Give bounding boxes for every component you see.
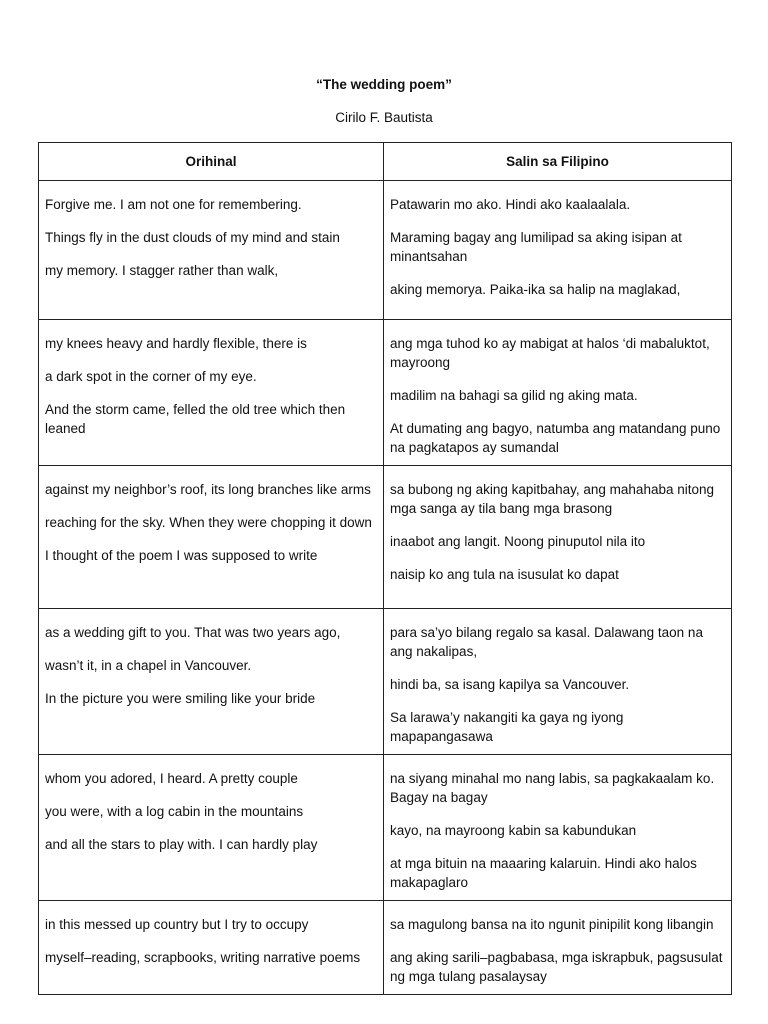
original-line: myself–reading, scrapbooks, writing narrative poems — [45, 950, 361, 965]
filipino-line: ang mga tuhod ko ay mabigat at halos ‘di mabaluktot, mayroong — [390, 336, 710, 370]
original-line: in this messed up country but I try to occupy — [45, 917, 309, 932]
column-header-original: Orihinal — [39, 143, 384, 181]
original-line: my knees heavy and hardly flexible, there is — [45, 336, 307, 351]
poem-author: Cirilo F. Bautista — [335, 110, 433, 125]
table-row — [39, 609, 732, 755]
table-row — [39, 181, 732, 320]
filipino-line: inaabot ang langit. Noong pinuputol nila ito — [390, 534, 646, 549]
original-line: Forgive me. I am not one for remembering. — [45, 197, 302, 212]
original-cell — [39, 181, 384, 320]
table-row — [39, 901, 732, 995]
original-line: you were, with a log cabin in the mountains — [45, 804, 304, 819]
original-line: whom you adored, I heard. A pretty couple — [45, 771, 298, 786]
filipino-line: kayo, na mayroong kabin sa kabundukan — [390, 823, 637, 838]
original-cell — [39, 755, 384, 901]
original-cell — [39, 320, 384, 466]
table-header-row — [39, 143, 732, 181]
original-line: against my neighbor’s roof, its long branches like arms — [45, 482, 371, 497]
filipino-cell — [384, 320, 732, 466]
filipino-line: sa bubong ng aking kapitbahay, ang mahahaba nitong mga sanga ay tila bang mga brasong — [390, 482, 715, 516]
filipino-line: naisip ko ang tula na isusulat ko dapat — [390, 567, 619, 582]
original-line: and all the stars to play with. I can hardly play — [45, 837, 318, 852]
filipino-line: Maraming bagay ang lumilipad sa aking isipan at minantsahan — [390, 230, 682, 264]
table-row — [39, 320, 732, 466]
filipino-line: na siyang minahal mo nang labis, sa pagkakaalam ko. Bagay na bagay — [390, 771, 715, 805]
original-line: In the picture you were smiling like your bride — [45, 691, 316, 706]
filipino-cell — [384, 466, 732, 609]
filipino-line: At dumating ang bagyo, natumba ang matandang puno na pagkatapos ay sumandal — [390, 421, 721, 455]
filipino-line: aking memorya. Paika-ika sa halip na maglakad, — [390, 282, 681, 297]
original-cell — [39, 609, 384, 755]
filipino-line: at mga bituin na maaaring kalaruin. Hindi ako halos makapaglaro — [390, 856, 697, 890]
filipino-line: Patawarin mo ako. Hindi ako kaalaalala. — [390, 197, 631, 212]
filipino-line: sa magulong bansa na ito ngunit pinipilit kong libangin — [390, 917, 714, 932]
original-line: a dark spot in the corner of my eye. — [45, 369, 257, 384]
original-cell — [39, 466, 384, 609]
filipino-cell — [384, 609, 732, 755]
original-line: wasn’t it, in a chapel in Vancouver. — [45, 658, 252, 673]
filipino-cell — [384, 755, 732, 901]
filipino-line: Sa larawa’y nakangiti ka gaya ng iyong mapapangasawa — [390, 710, 624, 744]
original-cell — [39, 901, 384, 995]
column-header-filipino: Salin sa Filipino — [384, 143, 732, 181]
filipino-line: para sa’yo bilang regalo sa kasal. Dalawang taon na ang nakalipas, — [390, 625, 703, 659]
original-line: my memory. I stagger rather than walk, — [45, 263, 279, 278]
filipino-cell — [384, 901, 732, 995]
original-line: as a wedding gift to you. That was two years ago, — [45, 625, 341, 640]
filipino-line: madilim na bahagi sa gilid ng aking mata. — [390, 388, 638, 403]
original-line: I thought of the poem I was supposed to write — [45, 548, 318, 563]
filipino-cell — [384, 181, 732, 320]
translation-table — [38, 142, 732, 995]
original-line: Things fly in the dust clouds of my mind and stain — [45, 230, 340, 245]
table-row — [39, 755, 732, 901]
table-row — [39, 466, 732, 609]
filipino-line: hindi ba, sa isang kapilya sa Vancouver. — [390, 677, 630, 692]
original-line: reaching for the sky. When they were chopping it down — [45, 515, 372, 530]
original-line: And the storm came, felled the old tree which then leaned — [45, 402, 346, 436]
filipino-line: ang aking sarili–pagbabasa, mga iskrapbuk, pagsusulat ng mga tulang pasalaysay — [390, 950, 723, 984]
poem-title: “The wedding poem” — [316, 77, 452, 92]
